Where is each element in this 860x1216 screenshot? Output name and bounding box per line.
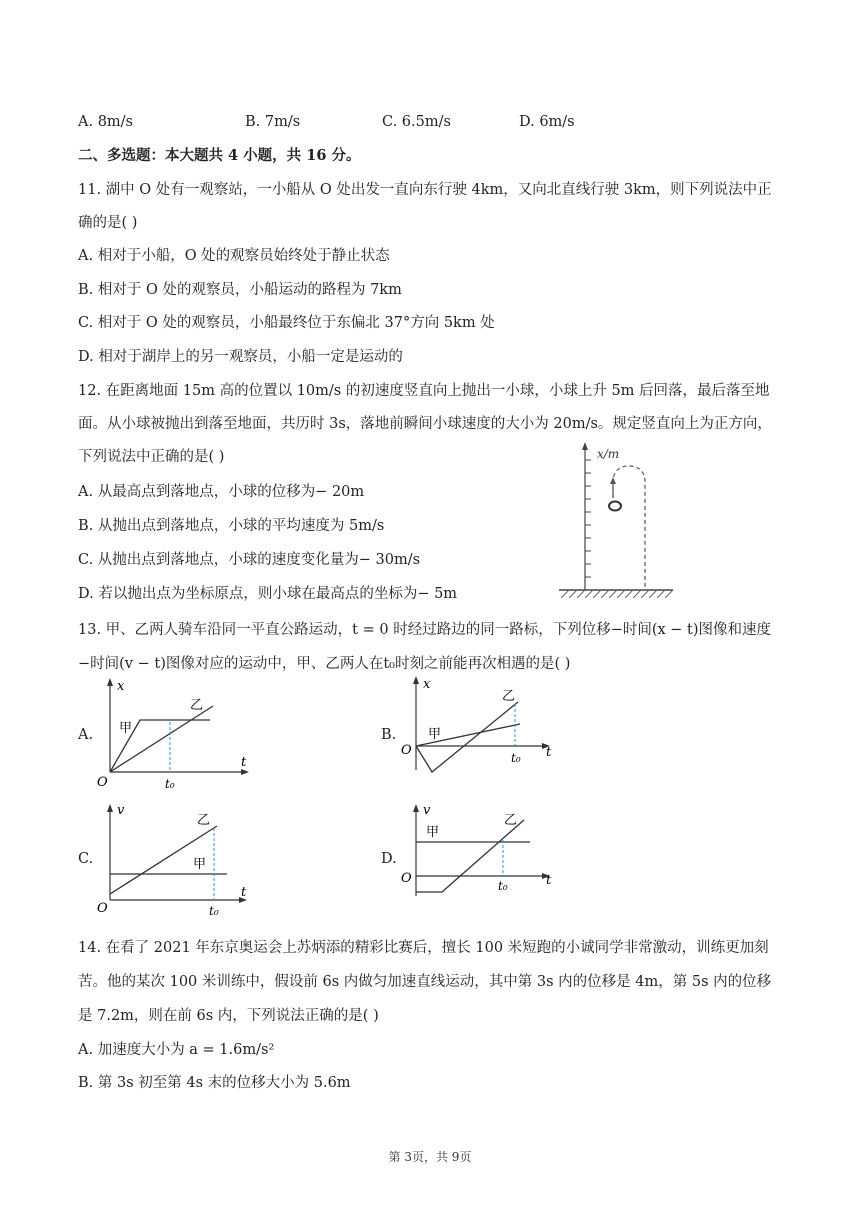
q13-graph-c [95, 800, 255, 918]
q12-stem-line3: 下列说法中正确的是( ) [78, 449, 225, 465]
q13-graph-d-yaxis: v [423, 803, 431, 818]
q14-stem-line2: 苦。他的某次 100 米训练中，假设前 6s 内做匀加速直线运动，其中第 3s 内的位移是 4m，第 5s 内的位移 [78, 974, 772, 990]
q13-graph-d [398, 800, 558, 910]
q12-stem-line1: 12. 在距离地面 15m 高的位置以 10m/s 的初速度竖直向上抛出一小球，小球上升 5m 后回落，最后落至地 [78, 383, 770, 399]
q14-option-a: A. 加速度大小为 a = 1.6m/s² [78, 1042, 275, 1058]
q14-option-b: B. 第 3s 初至第 4s 末的位移大小为 5.6m [78, 1075, 351, 1091]
q12-stem-line2: 面。从小球被抛出到落至地面，共历时 3s，落地前瞬间小球速度的大小为 20m/s。规定竖直向上为正方向， [78, 416, 772, 432]
q13-graph-a-origin: O [97, 775, 108, 790]
section-heading: 二、多选题：本大题共 4 小题，共 16 分。 [78, 147, 361, 164]
q11-stem-line2: 确的是( ) [78, 215, 138, 231]
q13-graph-d-jia: 甲 [426, 825, 440, 840]
q13-graph-a-jia: 甲 [119, 721, 133, 736]
q13-graph-b-yaxis: x [423, 677, 431, 692]
q13-graph-b-yi: 乙 [502, 689, 516, 704]
q10-option-a: A. 8m/s [78, 114, 133, 130]
q13-graph-a-t0: t₀ [165, 777, 175, 791]
q14-stem-line3: 是 7.2m，则在前 6s 内，下列说法正确的是( ) [78, 1008, 379, 1024]
q13-graph-b-origin: O [401, 743, 412, 758]
q13-graph-c-t0: t₀ [209, 904, 219, 918]
page-footer: 第 3页，共 9页 [388, 1150, 472, 1164]
q13-graph-c-yi: 乙 [197, 813, 211, 828]
q12-ball-figure [555, 440, 675, 605]
q12-option-b: B. 从抛出点到落地点，小球的平均速度为 5m/s [78, 518, 385, 534]
q13-graph-b-option: B. [381, 727, 397, 743]
q13-graph-d-t0: t₀ [498, 879, 508, 893]
q13-graph-a-option: A. [78, 727, 94, 743]
q13-graph-d-xaxis: t [546, 873, 552, 888]
q13-graph-b-jia: 甲 [428, 727, 442, 742]
q13-stem-line2: −时间(v − t)图像对应的运动中，甲、乙两人在t₀时刻之前能再次相遇的是( ) [78, 656, 571, 672]
q10-option-c: C. 6.5m/s [382, 114, 451, 130]
q13-graph-b-t0: t₀ [511, 751, 521, 765]
q13-graph-a-xaxis: t [241, 755, 247, 770]
q13-graph-a-yaxis: x [117, 679, 125, 694]
q13-graph-d-option: D. [381, 851, 397, 867]
q13-graph-c-jia: 甲 [193, 857, 207, 872]
q11-stem-line1: 11. 湖中 O 处有一观察站，一小船从 O 处出发一直向东行驶 4km，又向北直线行驶 3km，则下列说法中正 [78, 182, 772, 198]
q11-option-c: C. 相对于 O 处的观察员，小船最终位于东偏北 37°方向 5km 处 [78, 315, 495, 331]
q13-graph-d-origin: O [401, 871, 412, 886]
q13-graph-a [95, 676, 255, 796]
q11-option-d: D. 相对于湖岸上的另一观察员，小船一定是运动的 [78, 349, 403, 365]
q13-graph-c-yaxis: v [117, 803, 125, 818]
q12-option-d: D. 若以抛出点为坐标原点，则小球在最高点的坐标为− 5m [78, 586, 458, 602]
q13-graph-b-xaxis: t [546, 745, 552, 760]
q14-stem-line1: 14. 在看了 2021 年东京奥运会上苏炳添的精彩比赛后，擅长 100 米短跑的小诚同学非常激动，训练更加刻 [78, 940, 769, 956]
q12-axis-label: x/m [597, 447, 620, 461]
q10-option-d: D. 6m/s [519, 114, 575, 130]
q13-graph-c-option: C. [78, 851, 94, 867]
q12-option-c: C. 从抛出点到落地点，小球的速度变化量为− 30m/s [78, 552, 421, 568]
q13-graph-a-yi: 乙 [190, 698, 204, 713]
q13-graph-c-xaxis: t [241, 885, 247, 900]
q10-option-b: B. 7m/s [245, 114, 301, 130]
q11-option-a: A. 相对于小船，O 处的观察员始终处于静止状态 [78, 248, 390, 264]
q13-stem-line1: 13. 甲、乙两人骑车沿同一平直公路运动，t = 0 时经过路边的同一路标，下列位移−时间(x − t)图像和速度 [78, 622, 772, 638]
q13-graph-d-yi: 乙 [504, 813, 518, 828]
q13-graph-b [398, 674, 558, 784]
q11-option-b: B. 相对于 O 处的观察员，小船运动的路程为 7km [78, 282, 402, 298]
q12-option-a: A. 从最高点到落地点，小球的位移为− 20m [78, 484, 365, 500]
q13-graph-c-origin: O [97, 901, 108, 916]
